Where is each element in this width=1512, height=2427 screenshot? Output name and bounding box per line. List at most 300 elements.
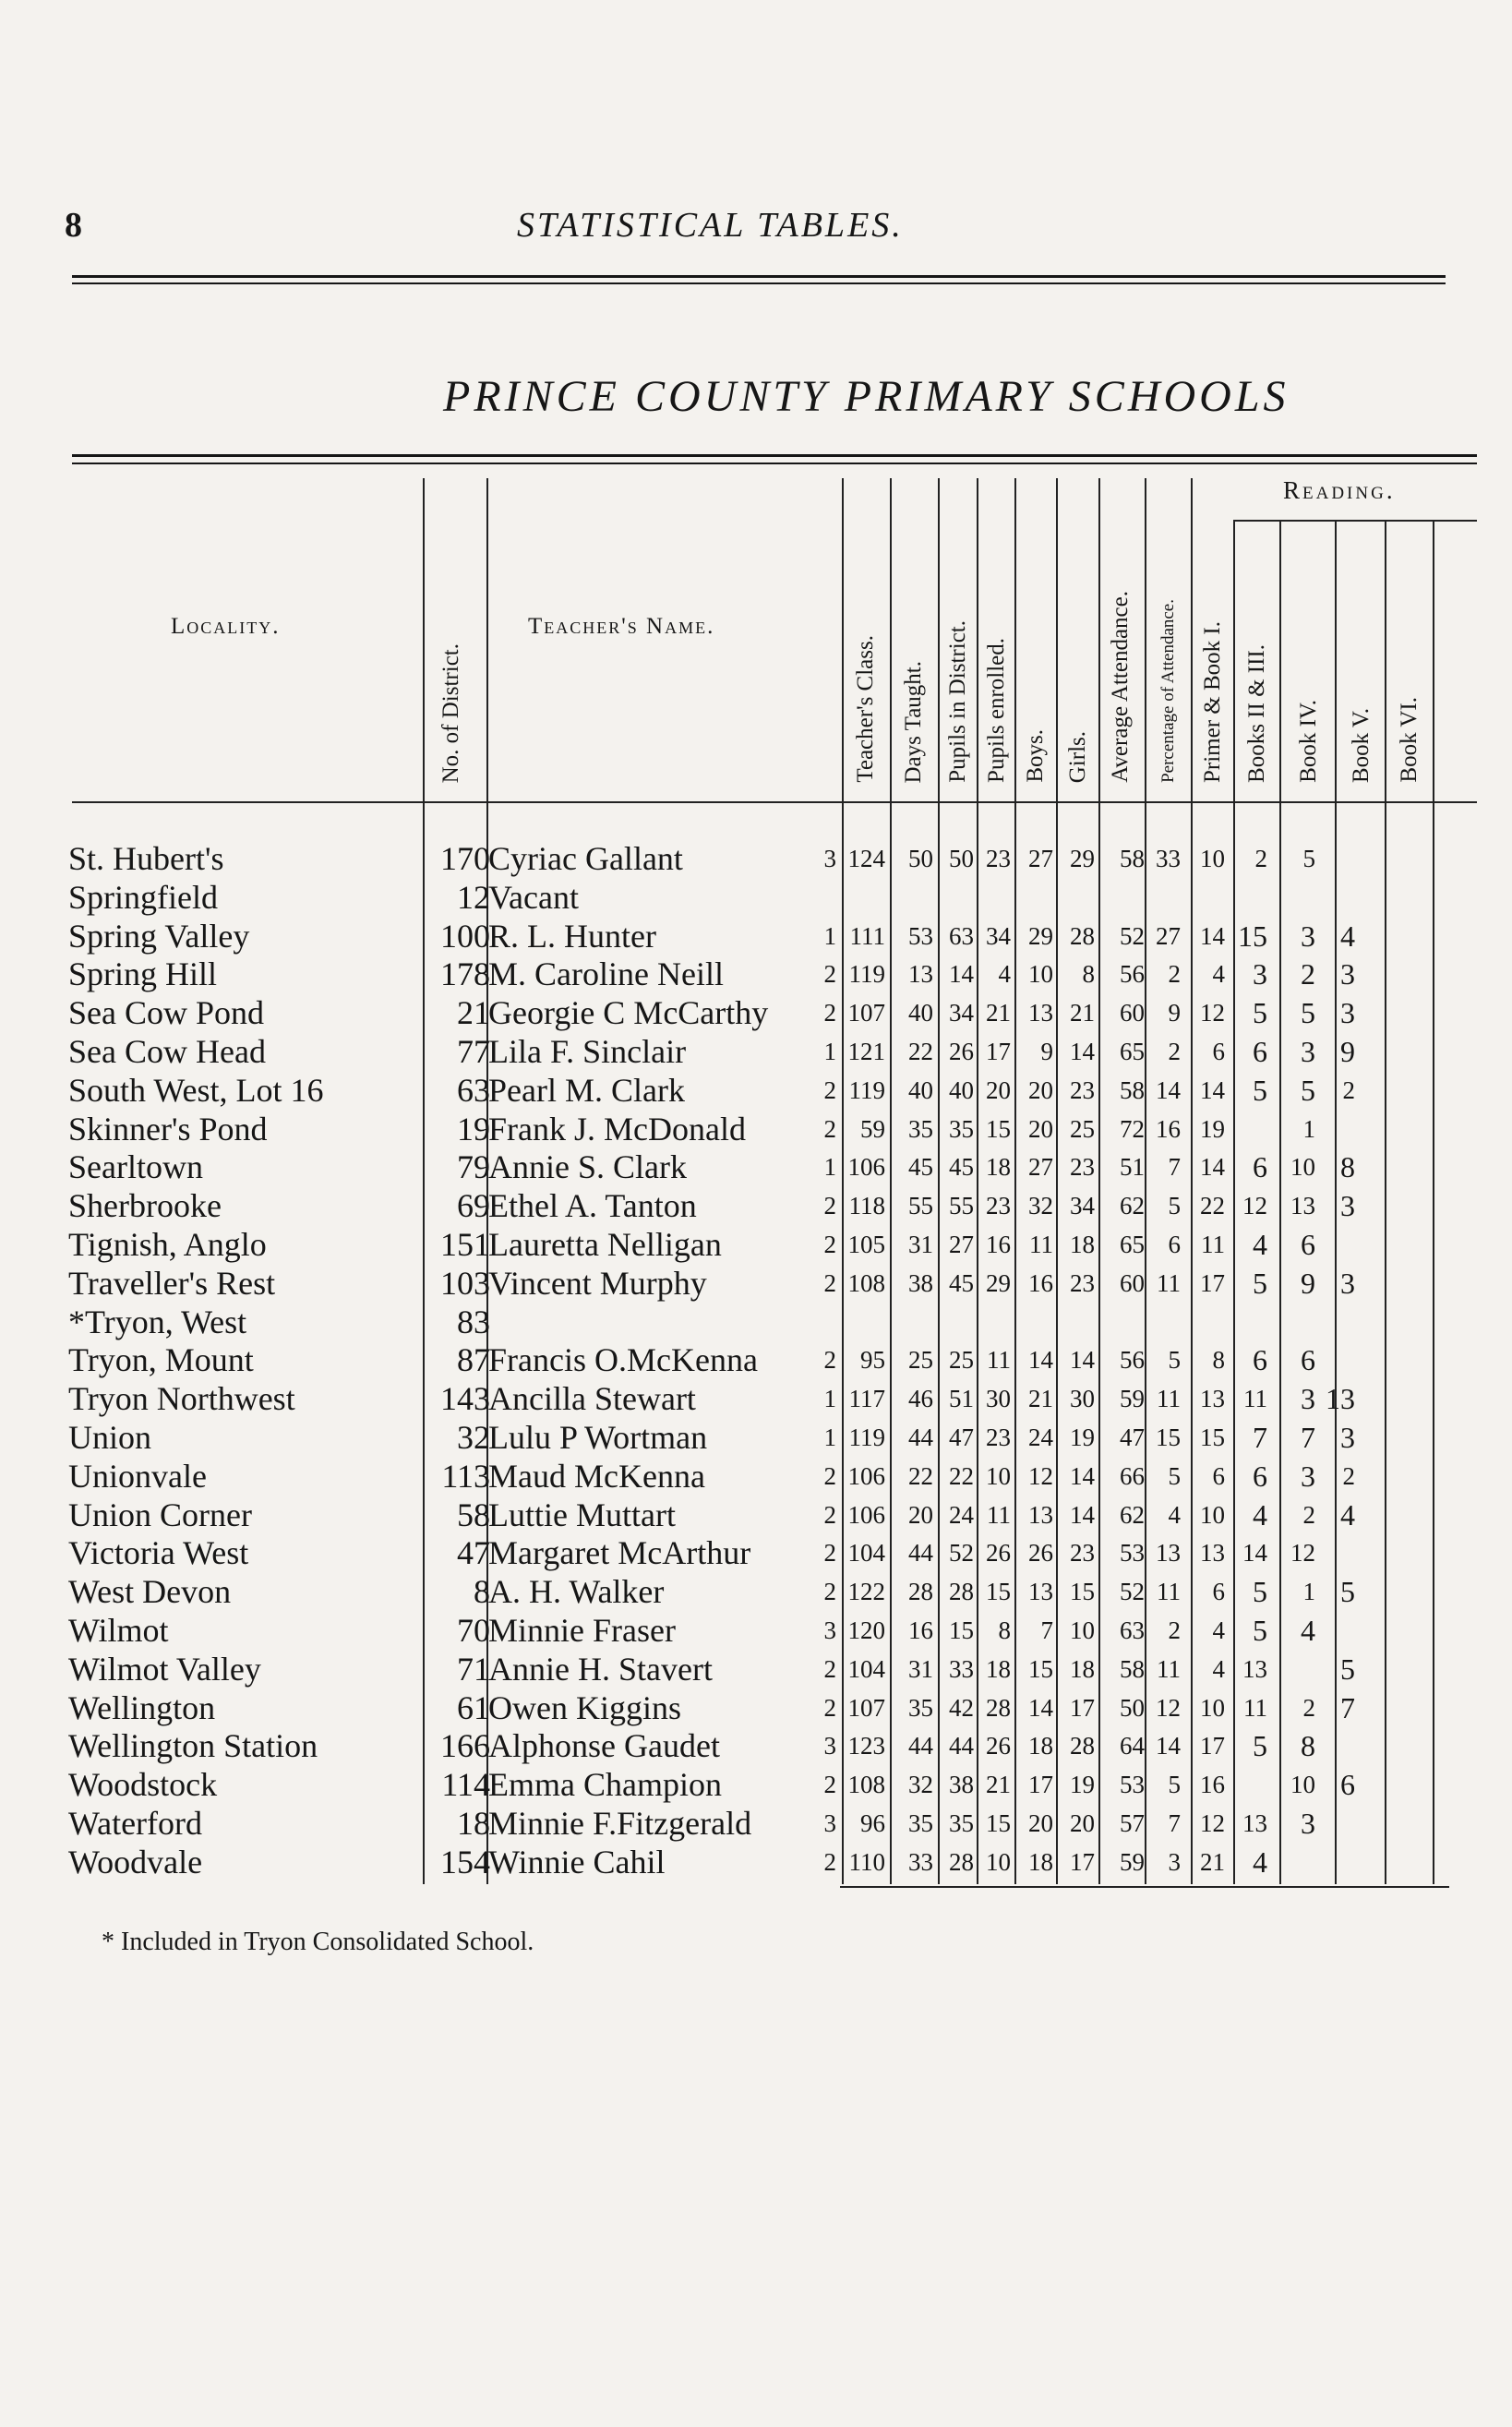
locality-cell: West Devon bbox=[68, 1573, 232, 1611]
locality-cell: Sea Cow Pond bbox=[68, 994, 265, 1032]
locality-cell: Woodvale bbox=[68, 1843, 203, 1880]
books-2-3-cell: 14 bbox=[1200, 921, 1225, 950]
teacher-cell: Winnie Cahil bbox=[488, 1843, 666, 1880]
boys-cell: 10 bbox=[986, 1847, 1011, 1876]
table-row bbox=[0, 840, 1512, 879]
book-6-cell: 2 bbox=[1342, 1075, 1355, 1104]
books-2-3-cell: 6 bbox=[1212, 1578, 1225, 1606]
pct-attendance-cell: 58 bbox=[1120, 1654, 1145, 1683]
table-row bbox=[0, 1226, 1512, 1265]
locality-cell: Spring Valley bbox=[68, 917, 250, 955]
locality-cell: Union bbox=[68, 1419, 151, 1456]
primer-cell: 14 bbox=[1156, 1075, 1181, 1104]
locality-cell: Waterford bbox=[68, 1805, 203, 1842]
primer-cell: 11 bbox=[1157, 1268, 1181, 1297]
days-taught-cell: 121 bbox=[847, 1038, 885, 1065]
header-pupils-district: Pupils in District. bbox=[945, 620, 970, 783]
table-row bbox=[0, 1727, 1512, 1766]
book-4-cell: 6 bbox=[1253, 1343, 1267, 1377]
locality-cell: *Tryon, West bbox=[68, 1303, 247, 1340]
book-5-cell: 10 bbox=[1290, 1153, 1315, 1182]
primer-cell: 3 bbox=[1168, 1847, 1181, 1876]
primer-cell: 7 bbox=[1168, 1809, 1181, 1837]
teacher-cell: Minnie Fraser bbox=[488, 1612, 676, 1649]
book-5-cell: 5 bbox=[1301, 996, 1315, 1030]
teacher-class-cell: 2 bbox=[823, 999, 836, 1027]
pupils-district-cell: 35 bbox=[908, 1809, 933, 1837]
avg-attendance-cell: 18 bbox=[1070, 1654, 1095, 1683]
books-2-3-cell: 4 bbox=[1212, 960, 1225, 989]
locality-cell: Tryon Northwest bbox=[68, 1380, 295, 1418]
avg-attendance-cell: 20 bbox=[1070, 1809, 1095, 1837]
pupils-enrolled-cell: 45 bbox=[949, 1268, 974, 1297]
books-2-3-cell: 14 bbox=[1200, 1153, 1225, 1182]
table-row bbox=[0, 955, 1512, 994]
books-2-3-cell: 13 bbox=[1200, 1385, 1225, 1413]
reading-group-rule bbox=[1233, 520, 1477, 522]
book-5-cell: 6 bbox=[1301, 1343, 1315, 1377]
girls-cell: 20 bbox=[1028, 1114, 1053, 1143]
books-2-3-cell: 4 bbox=[1212, 1616, 1225, 1644]
pct-attendance-cell: 63 bbox=[1120, 1616, 1145, 1644]
book-5-cell: 3 bbox=[1301, 919, 1315, 953]
pct-attendance-cell: 58 bbox=[1120, 845, 1145, 872]
avg-attendance-cell: 21 bbox=[1070, 999, 1095, 1027]
primer-cell: 4 bbox=[1168, 1500, 1181, 1529]
book-4-cell: 5 bbox=[1253, 996, 1267, 1030]
district-cell: 103 bbox=[440, 1264, 490, 1302]
primer-cell: 12 bbox=[1156, 1693, 1181, 1722]
teacher-cell: R. L. Hunter bbox=[488, 917, 656, 955]
avg-attendance-cell: 14 bbox=[1070, 1038, 1095, 1065]
district-cell: 178 bbox=[440, 955, 490, 993]
teacher-class-cell: 2 bbox=[823, 1693, 836, 1722]
pct-attendance-cell: 52 bbox=[1120, 921, 1145, 950]
teacher-cell: Minnie F.Fitzgerald bbox=[488, 1805, 752, 1842]
boys-cell: 23 bbox=[986, 845, 1011, 872]
book-5-cell: 12 bbox=[1290, 1539, 1315, 1568]
books-2-3-cell: 8 bbox=[1212, 1346, 1225, 1375]
district-cell: 18 bbox=[457, 1805, 490, 1842]
pupils-district-cell: 22 bbox=[908, 1038, 933, 1065]
district-cell: 113 bbox=[441, 1457, 490, 1495]
teacher-class-cell: 3 bbox=[823, 1809, 836, 1837]
table-row bbox=[0, 1380, 1512, 1419]
district-cell: 100 bbox=[440, 917, 490, 955]
locality-cell: Wilmot bbox=[68, 1612, 169, 1649]
girls-cell: 18 bbox=[1028, 1847, 1053, 1876]
table-row bbox=[0, 918, 1512, 956]
boys-cell: 17 bbox=[986, 1038, 1011, 1065]
locality-cell: St. Hubert's bbox=[68, 840, 224, 877]
days-taught-cell: 118 bbox=[848, 1192, 885, 1220]
locality-cell: Traveller's Rest bbox=[68, 1264, 276, 1302]
teacher-cell: Luttie Muttart bbox=[488, 1496, 676, 1533]
girls-cell: 13 bbox=[1028, 1578, 1053, 1606]
district-cell: 8 bbox=[474, 1573, 490, 1611]
avg-attendance-cell: 18 bbox=[1070, 1231, 1095, 1258]
avg-attendance-cell: 34 bbox=[1070, 1192, 1095, 1220]
pct-attendance-cell: 59 bbox=[1120, 1847, 1145, 1876]
boys-cell: 21 bbox=[986, 999, 1011, 1027]
books-2-3-cell: 17 bbox=[1200, 1268, 1225, 1297]
primer-cell: 27 bbox=[1156, 921, 1181, 950]
locality-cell: Spring Hill bbox=[68, 955, 218, 993]
boys-cell: 34 bbox=[986, 921, 1011, 950]
locality-cell: Victoria West bbox=[68, 1534, 249, 1572]
books-2-3-cell: 21 bbox=[1200, 1847, 1225, 1876]
teacher-cell: Cyriac Gallant bbox=[488, 840, 683, 877]
district-cell: 170 bbox=[440, 840, 490, 877]
page-number: 8 bbox=[65, 206, 82, 245]
pupils-district-cell: 32 bbox=[908, 1771, 933, 1799]
boys-cell: 4 bbox=[998, 960, 1011, 989]
pupils-enrolled-cell: 28 bbox=[949, 1847, 974, 1876]
district-cell: 166 bbox=[440, 1727, 490, 1765]
locality-cell: Tryon, Mount bbox=[68, 1341, 254, 1379]
girls-cell: 21 bbox=[1028, 1385, 1053, 1413]
pupils-enrolled-cell: 40 bbox=[949, 1075, 974, 1104]
books-2-3-cell: 12 bbox=[1200, 999, 1225, 1027]
pupils-enrolled-cell: 42 bbox=[949, 1693, 974, 1722]
teacher-class-cell: 2 bbox=[823, 1075, 836, 1104]
book-5-cell: 7 bbox=[1301, 1421, 1315, 1454]
books-2-3-cell: 10 bbox=[1200, 1500, 1225, 1529]
books-2-3-cell: 15 bbox=[1200, 1424, 1225, 1451]
pct-attendance-cell: 47 bbox=[1120, 1424, 1145, 1451]
book-4-cell: 5 bbox=[1253, 1266, 1267, 1300]
district-cell: 58 bbox=[457, 1496, 490, 1533]
book-4-cell: 2 bbox=[1254, 845, 1267, 872]
table-row bbox=[0, 1265, 1512, 1304]
table-row bbox=[0, 1419, 1512, 1458]
boys-cell: 20 bbox=[986, 1075, 1011, 1104]
book-4-cell: 4 bbox=[1253, 1844, 1267, 1879]
girls-cell: 10 bbox=[1028, 960, 1053, 989]
header-bottom-rule bbox=[72, 801, 1477, 803]
primer-cell: 5 bbox=[1168, 1192, 1181, 1220]
table-row bbox=[0, 1187, 1512, 1226]
book-4-cell: 13 bbox=[1242, 1809, 1267, 1837]
pupils-district-cell: 16 bbox=[908, 1616, 933, 1644]
days-taught-cell: 119 bbox=[848, 1075, 885, 1104]
pct-attendance-cell: 59 bbox=[1120, 1385, 1145, 1413]
boys-cell: 11 bbox=[987, 1346, 1011, 1375]
primer-cell: 33 bbox=[1156, 845, 1181, 872]
header-book-6: Book VI. bbox=[1397, 697, 1422, 783]
pct-attendance-cell: 53 bbox=[1120, 1771, 1145, 1799]
avg-attendance-cell: 17 bbox=[1070, 1693, 1095, 1722]
header-locality: Locality. bbox=[171, 614, 281, 639]
avg-attendance-cell: 23 bbox=[1070, 1539, 1095, 1568]
days-taught-cell: 123 bbox=[847, 1732, 885, 1760]
teacher-cell: Emma Champion bbox=[488, 1766, 722, 1804]
boys-cell: 26 bbox=[986, 1732, 1011, 1760]
district-cell: 77 bbox=[457, 1033, 490, 1070]
days-taught-cell: 119 bbox=[848, 1424, 885, 1451]
header-reading: Reading. bbox=[1283, 476, 1396, 504]
district-cell: 61 bbox=[457, 1688, 490, 1726]
primer-cell: 2 bbox=[1168, 1616, 1181, 1644]
header-teacher-class: Teacher's Class. bbox=[853, 635, 878, 783]
teacher-cell: Francis O.McKenna bbox=[488, 1341, 758, 1379]
table-rule-top bbox=[72, 454, 1477, 457]
pupils-district-cell: 46 bbox=[908, 1385, 933, 1413]
pupils-enrolled-cell: 24 bbox=[949, 1500, 974, 1529]
table-row bbox=[0, 1844, 1512, 1882]
girls-cell: 12 bbox=[1028, 1461, 1053, 1490]
pct-attendance-cell: 60 bbox=[1120, 1268, 1145, 1297]
books-2-3-cell: 10 bbox=[1200, 845, 1225, 872]
book-4-cell: 15 bbox=[1238, 919, 1267, 953]
district-cell: 47 bbox=[457, 1534, 490, 1572]
header-rule-top bbox=[72, 275, 1446, 278]
locality-cell: Wilmot Valley bbox=[68, 1650, 261, 1688]
pupils-district-cell: 44 bbox=[908, 1732, 933, 1760]
days-taught-cell: 59 bbox=[860, 1114, 885, 1143]
pct-attendance-cell: 72 bbox=[1120, 1114, 1145, 1143]
header-books-2-3: Books II & III. bbox=[1244, 644, 1269, 783]
girls-cell: 14 bbox=[1028, 1693, 1053, 1722]
girls-cell: 13 bbox=[1028, 1500, 1053, 1529]
book-5-cell: 4 bbox=[1301, 1614, 1315, 1647]
book-6-cell: 7 bbox=[1340, 1690, 1355, 1724]
avg-attendance-cell: 19 bbox=[1070, 1771, 1095, 1799]
pct-attendance-cell: 62 bbox=[1120, 1192, 1145, 1220]
table-row bbox=[0, 1072, 1512, 1111]
primer-cell: 5 bbox=[1168, 1771, 1181, 1799]
book-5-cell: 13 bbox=[1290, 1192, 1315, 1220]
header-pupils-enrolled: Pupils enrolled. bbox=[984, 638, 1009, 783]
days-taught-cell: 107 bbox=[847, 1693, 885, 1722]
teacher-cell: Vacant bbox=[488, 878, 579, 916]
book-5-cell: 2 bbox=[1302, 1693, 1315, 1722]
boys-cell: 26 bbox=[986, 1539, 1011, 1568]
pupils-enrolled-cell: 27 bbox=[949, 1231, 974, 1258]
avg-attendance-cell: 23 bbox=[1070, 1268, 1095, 1297]
locality-cell: Tignish, Anglo bbox=[68, 1226, 267, 1263]
pct-attendance-cell: 52 bbox=[1120, 1578, 1145, 1606]
boys-cell: 10 bbox=[986, 1461, 1011, 1490]
girls-cell: 7 bbox=[1040, 1616, 1053, 1644]
table-row bbox=[0, 1534, 1512, 1573]
table-row bbox=[0, 1341, 1512, 1380]
table-row bbox=[0, 1033, 1512, 1072]
boys-cell: 11 bbox=[987, 1500, 1011, 1529]
book-5-cell: 3 bbox=[1301, 1459, 1315, 1493]
girls-cell: 15 bbox=[1028, 1654, 1053, 1683]
avg-attendance-cell: 28 bbox=[1070, 1732, 1095, 1760]
pct-attendance-cell: 50 bbox=[1120, 1693, 1145, 1722]
table-row bbox=[0, 1111, 1512, 1149]
teacher-class-cell: 2 bbox=[823, 1114, 836, 1143]
boys-cell: 28 bbox=[986, 1693, 1011, 1722]
header-district-no: No. of District. bbox=[438, 643, 463, 783]
book-6-cell: 6 bbox=[1340, 1768, 1355, 1802]
book-5-cell: 6 bbox=[1301, 1228, 1315, 1261]
pct-attendance-cell: 62 bbox=[1120, 1500, 1145, 1529]
teacher-class-cell: 1 bbox=[823, 921, 836, 950]
avg-attendance-cell: 15 bbox=[1070, 1578, 1095, 1606]
pupils-enrolled-cell: 22 bbox=[949, 1461, 974, 1490]
book-6-cell: 9 bbox=[1340, 1035, 1355, 1068]
book-5-cell: 2 bbox=[1302, 1500, 1315, 1529]
book-5-cell: 3 bbox=[1301, 1382, 1315, 1416]
teacher-class-cell: 3 bbox=[823, 845, 836, 872]
primer-cell: 9 bbox=[1168, 999, 1181, 1027]
book-6-cell: 3 bbox=[1340, 957, 1355, 991]
table-row bbox=[0, 879, 1512, 918]
district-cell: 63 bbox=[457, 1071, 490, 1109]
pupils-enrolled-cell: 63 bbox=[949, 921, 974, 950]
primer-cell: 11 bbox=[1157, 1654, 1181, 1683]
teacher-class-cell: 2 bbox=[823, 960, 836, 989]
header-boys: Boys. bbox=[1023, 729, 1048, 783]
books-2-3-cell: 22 bbox=[1200, 1192, 1225, 1220]
pupils-enrolled-cell: 25 bbox=[949, 1346, 974, 1375]
header-girls: Girls. bbox=[1065, 730, 1090, 783]
days-taught-cell: 119 bbox=[848, 960, 885, 989]
days-taught-cell: 95 bbox=[860, 1346, 885, 1375]
book-5-cell: 1 bbox=[1302, 1578, 1315, 1606]
locality-cell: Skinner's Pond bbox=[68, 1110, 268, 1147]
district-cell: 19 bbox=[457, 1110, 490, 1147]
locality-cell: Wellington Station bbox=[68, 1727, 318, 1765]
avg-attendance-cell: 29 bbox=[1070, 845, 1095, 872]
girls-cell: 16 bbox=[1028, 1268, 1053, 1297]
boys-cell: 30 bbox=[986, 1385, 1011, 1413]
district-cell: 154 bbox=[440, 1843, 490, 1880]
district-cell: 83 bbox=[457, 1303, 490, 1340]
books-2-3-cell: 6 bbox=[1212, 1461, 1225, 1490]
header-days-taught: Days Taught. bbox=[901, 660, 926, 783]
pupils-district-cell: 40 bbox=[908, 999, 933, 1027]
pct-attendance-cell: 57 bbox=[1120, 1809, 1145, 1837]
boys-cell: 23 bbox=[986, 1424, 1011, 1451]
book-6-cell: 5 bbox=[1340, 1575, 1355, 1609]
locality-cell: South West, Lot 16 bbox=[68, 1071, 324, 1109]
book-5-cell: 9 bbox=[1301, 1266, 1315, 1300]
primer-cell: 16 bbox=[1156, 1114, 1181, 1143]
teacher-cell: Frank J. McDonald bbox=[488, 1110, 746, 1147]
pupils-district-cell: 35 bbox=[908, 1114, 933, 1143]
girls-cell: 20 bbox=[1028, 1075, 1053, 1104]
days-taught-cell: 120 bbox=[847, 1616, 885, 1644]
header-book-5: Book V. bbox=[1349, 707, 1374, 783]
pct-attendance-cell: 66 bbox=[1120, 1461, 1145, 1490]
book-6-cell: 5 bbox=[1340, 1652, 1355, 1686]
primer-cell: 5 bbox=[1168, 1461, 1181, 1490]
pupils-district-cell: 53 bbox=[908, 921, 933, 950]
table-row bbox=[0, 1304, 1512, 1342]
pct-attendance-cell: 58 bbox=[1120, 1075, 1145, 1104]
book-5-cell: 5 bbox=[1302, 845, 1315, 872]
girls-cell: 32 bbox=[1028, 1192, 1053, 1220]
book-4-cell: 4 bbox=[1253, 1497, 1267, 1532]
teacher-class-cell: 2 bbox=[823, 1461, 836, 1490]
pupils-enrolled-cell: 44 bbox=[949, 1732, 974, 1760]
days-taught-cell: 106 bbox=[847, 1461, 885, 1490]
table-row bbox=[0, 1496, 1512, 1535]
district-cell: 32 bbox=[457, 1419, 490, 1456]
district-cell: 143 bbox=[440, 1380, 490, 1418]
header-percentage-attendance: Percentage of Attendance. bbox=[1158, 599, 1178, 783]
days-taught-cell: 110 bbox=[848, 1847, 885, 1876]
book-4-cell: 5 bbox=[1253, 1614, 1267, 1647]
pupils-enrolled-cell: 28 bbox=[949, 1578, 974, 1606]
locality-cell: Sea Cow Head bbox=[68, 1033, 266, 1070]
books-2-3-cell: 16 bbox=[1200, 1771, 1225, 1799]
pupils-enrolled-cell: 15 bbox=[949, 1616, 974, 1644]
teacher-cell: M. Caroline Neill bbox=[488, 955, 724, 993]
girls-cell: 24 bbox=[1028, 1424, 1053, 1451]
book-4-cell: 11 bbox=[1243, 1693, 1267, 1722]
teacher-class-cell: 2 bbox=[823, 1231, 836, 1258]
locality-cell: Searltown bbox=[68, 1148, 203, 1186]
avg-attendance-cell: 14 bbox=[1070, 1346, 1095, 1375]
book-4-cell: 5 bbox=[1253, 1073, 1267, 1107]
book-5-cell: 5 bbox=[1301, 1073, 1315, 1107]
books-2-3-cell: 6 bbox=[1212, 1038, 1225, 1065]
district-cell: 69 bbox=[457, 1187, 490, 1225]
books-2-3-cell: 17 bbox=[1200, 1732, 1225, 1760]
table-row bbox=[0, 1805, 1512, 1844]
teacher-cell: Lila F. Sinclair bbox=[488, 1033, 687, 1070]
header-rule-bottom bbox=[72, 282, 1446, 284]
girls-cell: 14 bbox=[1028, 1346, 1053, 1375]
pct-attendance-cell: 53 bbox=[1120, 1539, 1145, 1568]
header-primer-book-1: Primer & Book I. bbox=[1200, 621, 1225, 783]
books-2-3-cell: 19 bbox=[1200, 1114, 1225, 1143]
pupils-district-cell: 13 bbox=[908, 960, 933, 989]
pupils-enrolled-cell: 52 bbox=[949, 1539, 974, 1568]
pupils-district-cell: 22 bbox=[908, 1461, 933, 1490]
days-taught-cell: 117 bbox=[848, 1385, 885, 1413]
boys-cell: 16 bbox=[986, 1231, 1011, 1258]
book-4-cell: 4 bbox=[1253, 1228, 1267, 1261]
days-taught-cell: 108 bbox=[847, 1268, 885, 1297]
days-taught-cell: 124 bbox=[847, 845, 885, 872]
book-6-cell: 3 bbox=[1340, 1266, 1355, 1300]
book-4-cell: 6 bbox=[1253, 1150, 1267, 1184]
girls-cell: 11 bbox=[1029, 1231, 1053, 1258]
pupils-district-cell: 40 bbox=[908, 1075, 933, 1104]
district-cell: 114 bbox=[441, 1766, 490, 1804]
girls-cell: 27 bbox=[1028, 845, 1053, 872]
book-6-cell: 8 bbox=[1340, 1150, 1355, 1184]
pupils-district-cell: 44 bbox=[908, 1539, 933, 1568]
teacher-class-cell: 3 bbox=[823, 1732, 836, 1760]
table-row bbox=[0, 1148, 1512, 1187]
book-5-cell: 10 bbox=[1290, 1771, 1315, 1799]
table-row bbox=[0, 1573, 1512, 1612]
pupils-district-cell: 31 bbox=[908, 1654, 933, 1683]
girls-cell: 9 bbox=[1040, 1038, 1053, 1065]
table-row bbox=[0, 1651, 1512, 1689]
teacher-cell: Maud McKenna bbox=[488, 1457, 705, 1495]
pct-attendance-cell: 65 bbox=[1120, 1231, 1145, 1258]
pupils-district-cell: 35 bbox=[908, 1693, 933, 1722]
primer-cell: 6 bbox=[1168, 1231, 1181, 1258]
locality-cell: Springfield bbox=[68, 878, 218, 916]
book-6-cell: 3 bbox=[1340, 996, 1355, 1030]
boys-cell: 15 bbox=[986, 1578, 1011, 1606]
pupils-enrolled-cell: 14 bbox=[949, 960, 974, 989]
pupils-enrolled-cell: 35 bbox=[949, 1114, 974, 1143]
table-rule-top-2 bbox=[72, 463, 1477, 464]
pupils-district-cell: 20 bbox=[908, 1500, 933, 1529]
avg-attendance-cell: 17 bbox=[1070, 1847, 1095, 1876]
